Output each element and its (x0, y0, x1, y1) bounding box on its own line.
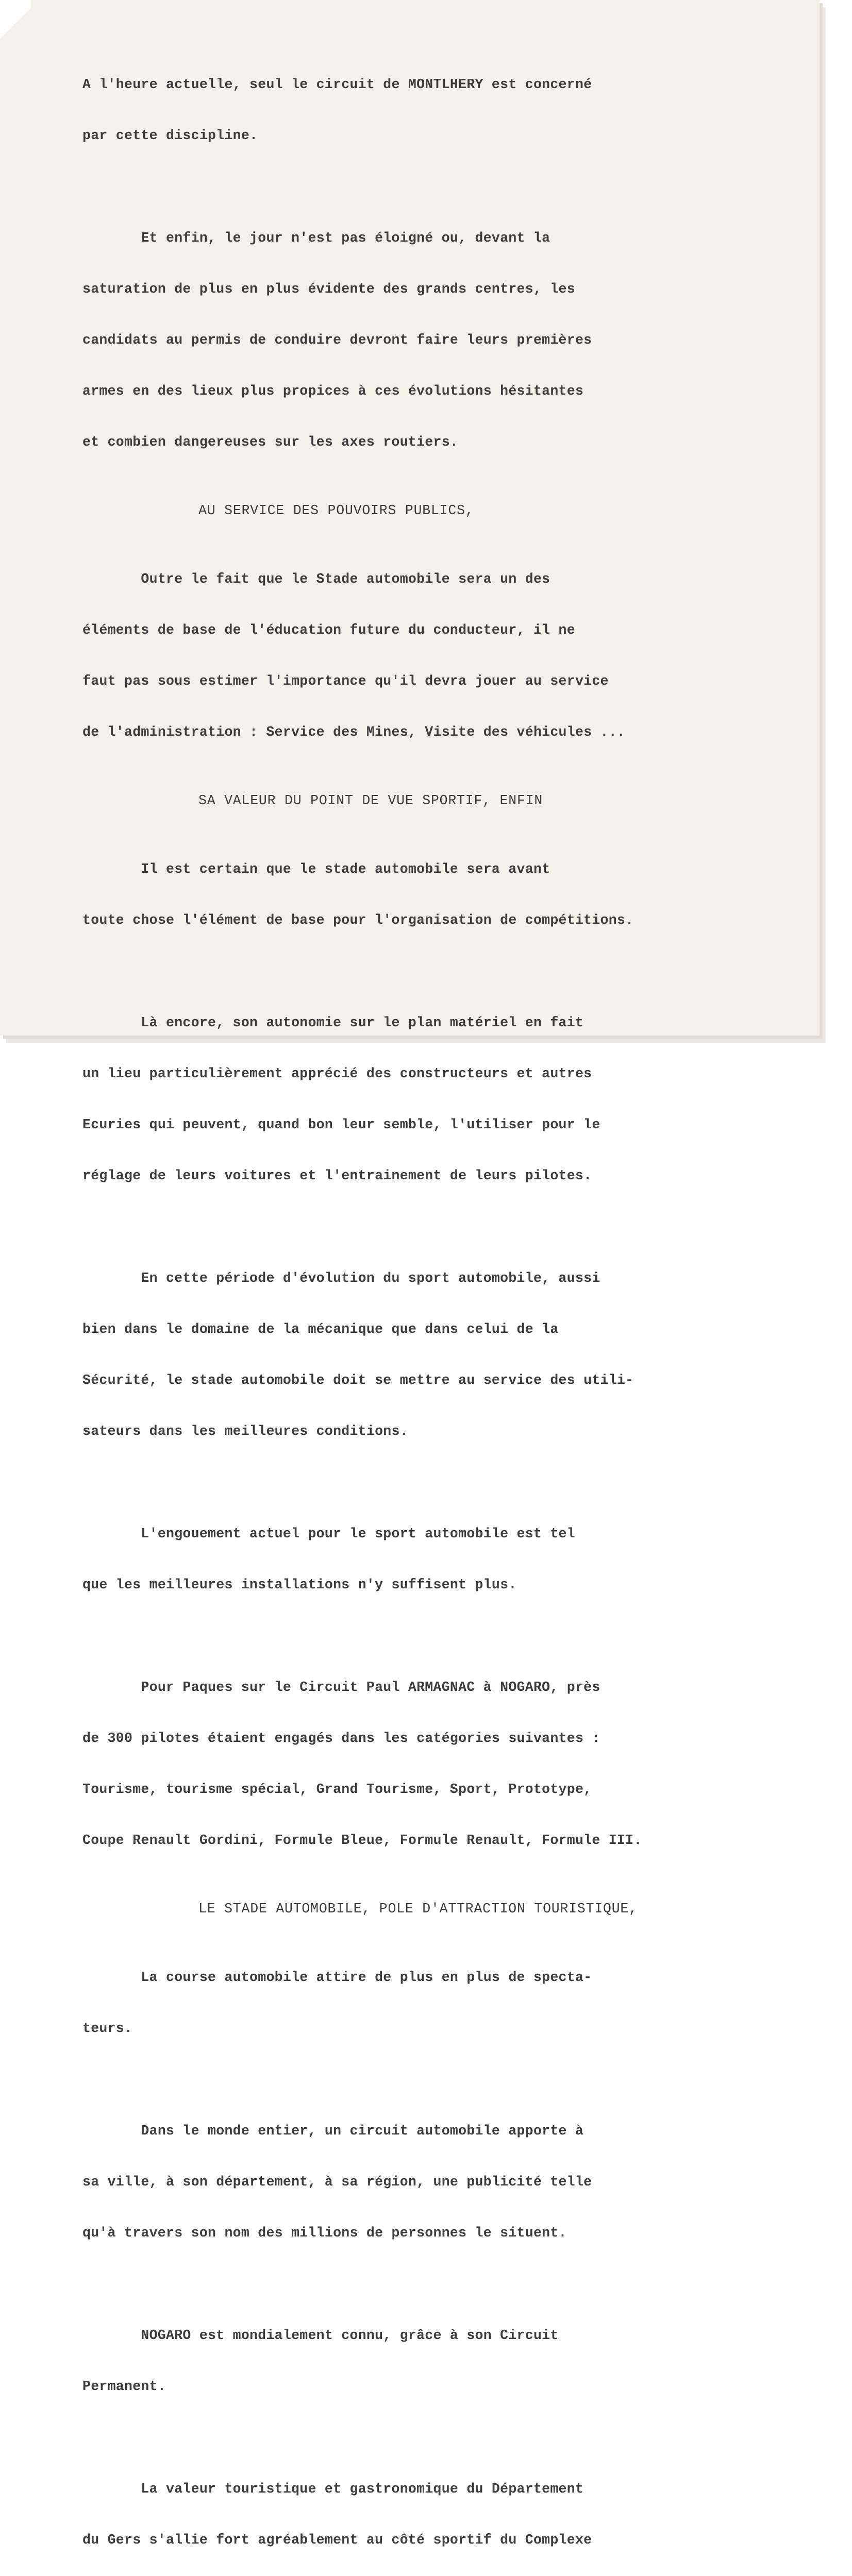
text-line: A l'heure actuelle, seul le circuit de MONTLHERY est concerné (82, 77, 592, 92)
paragraph-paques-nogaro (82, 1645, 794, 1883)
page-text (82, 42, 794, 2576)
text-line: par cette discipline. (82, 128, 258, 143)
text-line: faut pas sous estimer l'importance qu'il devra jouer au service (82, 673, 609, 689)
text-line: Outre le fait que le Stade automobile sera un des (82, 571, 550, 587)
text-line: candidats au permis de conduire devront faire leurs premières (82, 332, 592, 348)
paragraph-permis (82, 196, 794, 485)
text-line: Là encore, son autonomie sur le plan matériel en fait (82, 1015, 584, 1030)
section-heading-attraction-touristique: LE STADE AUTOMOBILE, POLE D'ATTRACTION TOURISTIQUE, (198, 1901, 638, 1917)
paragraph-engouement (82, 1492, 794, 1628)
text-line: teurs. (82, 2021, 133, 2036)
text-line: En cette période d'évolution du sport automobile, aussi (82, 1270, 600, 1286)
text-line: L'engouement actuel pour le sport automobile est tel (82, 1526, 575, 1541)
text-line: Sécurité, le stade automobile doit se mettre au service des utili- (82, 1372, 634, 1388)
text-line: sateurs dans les meilleures conditions. (82, 1423, 408, 1439)
text-line: armes en des lieux plus propices à ces évolutions hésitantes (82, 383, 584, 399)
text-line: Coupe Renault Gordini, Formule Bleue, Formule Renault, Formule III. (82, 1833, 642, 1848)
text-line: sa ville, à son département, à sa région, une publicité telle (82, 2174, 592, 2190)
text-line: un lieu particulièrement apprécié des constructeurs et autres (82, 1066, 592, 1081)
paragraph-administration (82, 537, 794, 775)
text-line: Il est certain que le stade automobile sera avant (82, 861, 550, 877)
text-line: de 300 pilotes étaient engagés dans les catégories suivantes : (82, 1731, 600, 1746)
text-line: bien dans le domaine de la mécanique que dans celui de la (82, 1321, 559, 1337)
text-line: Pour Paques sur le Circuit Paul ARMAGNAC à NOGARO, près (82, 1680, 600, 1695)
paragraph-evolution (82, 1236, 794, 1474)
text-line: NOGARO est mondialement connu, grâce à son Circuit (82, 2328, 559, 2343)
text-line: éléments de base de l'éducation future du conducteur, il ne (82, 622, 575, 638)
text-line: de l'administration : Service des Mines, Visite des véhicules ... (82, 724, 626, 740)
text-line: Permanent. (82, 2379, 166, 2394)
text-line: qu'à travers son nom des millions de personnes le situent. (82, 2225, 567, 2241)
paragraph-competitions (82, 827, 794, 963)
text-line: et combien dangereuses sur les axes routiers. (82, 434, 459, 450)
paragraph-autonomie (82, 980, 794, 1218)
paragraph-nogaro-connu (82, 2293, 794, 2429)
paragraph-publicite (82, 2089, 794, 2276)
section-heading-pouvoirs-publics: AU SERVICE DES POUVOIRS PUBLICS, (198, 503, 474, 518)
text-line: Et enfin, le jour n'est pas éloigné ou, devant la (82, 230, 550, 246)
text-line: du Gers s'allie fort agréablement au côté sportif du Complexe (82, 2532, 592, 2548)
text-line: Ecuries qui peuvent, quand bon leur semble, l'utiliser pour le (82, 1117, 600, 1132)
text-line: Tourisme, tourisme spécial, Grand Tourisme, Sport, Prototype, (82, 1782, 592, 1797)
paragraph-spectateurs (82, 1935, 794, 2071)
paragraph-gers (82, 2447, 794, 2576)
section-heading-valeur-sportive: SA VALEUR DU POINT DE VUE SPORTIF, ENFIN (198, 793, 543, 808)
text-line: Dans le monde entier, un circuit automobile apporte à (82, 2123, 584, 2139)
paragraph-montlhery (82, 42, 794, 178)
text-line: toute chose l'élément de base pour l'organisation de compétitions. (82, 912, 634, 928)
text-line: réglage de leurs voitures et l'entrainement de leurs pilotes. (82, 1168, 592, 1183)
text-line: La valeur touristique et gastronomique du Département (82, 2481, 584, 2497)
text-line: La course automobile attire de plus en plus de specta- (82, 1970, 592, 1985)
text-line: saturation de plus en plus évidente des grands centres, les (82, 281, 575, 297)
text-line: que les meilleures installations n'y suffisent plus. (82, 1577, 517, 1592)
